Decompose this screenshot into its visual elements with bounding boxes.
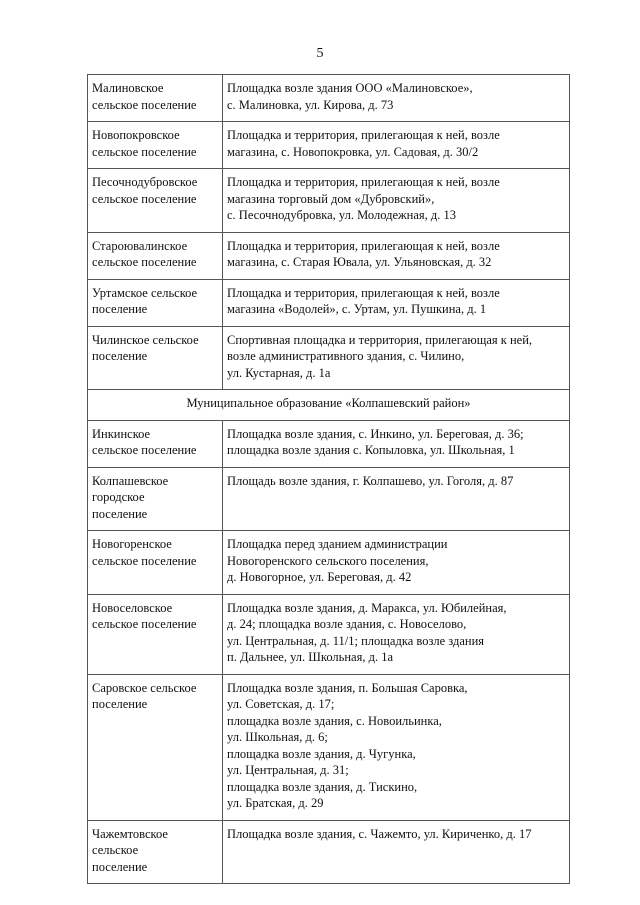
location-description-line: с. Малиновка, ул. Кирова, д. 73	[227, 97, 394, 112]
location-description-line: п. Дальнее, ул. Школьная, д. 1а	[227, 650, 394, 664]
settlement-name-line: сельское поселение	[92, 255, 197, 269]
settlement-name-cell	[88, 820, 223, 884]
settlement-name-line: Чилинское сельское	[92, 332, 199, 347]
settlement-name-line: Новогоренское	[92, 537, 172, 551]
location-description-cell	[223, 674, 570, 820]
settlement-name-cell	[88, 279, 223, 326]
settlement-name-line: поселение	[92, 302, 148, 316]
settlement-name-line: Малиновское	[92, 81, 164, 95]
location-description-cell	[223, 169, 570, 233]
table-row	[88, 594, 570, 674]
section-header-row	[88, 390, 570, 421]
location-description-line: Площадка перед зданием администрации	[227, 537, 448, 551]
settlement-name-cell	[88, 75, 223, 122]
location-description-line: возле административного здания, с. Чилино,	[227, 349, 465, 363]
location-description-line: ул. Центральная, д. 11/1; площадка возле здания	[227, 633, 485, 648]
settlement-name-cell	[88, 674, 223, 820]
table-row	[88, 420, 570, 467]
table-row	[88, 820, 570, 884]
table-row	[88, 75, 570, 122]
location-description-line: магазина, с. Старая Ювала, ул. Ульяновская, д. 32	[227, 255, 492, 269]
table-row	[88, 169, 570, 233]
location-description-line: Площадка возле здания, п. Большая Саровка,	[227, 680, 468, 695]
location-description-line: Площадка возле здания ООО «Малиновское»,	[227, 81, 473, 95]
location-description-line: площадка возле здания с. Копыловка, ул. Школьная, 1	[227, 443, 515, 457]
settlement-name-cell	[88, 531, 223, 595]
location-description-line: ул. Братская, д. 29	[227, 796, 324, 810]
location-description-line: магазина «Водолей», с. Уртам, ул. Пушкина, д. 1	[227, 302, 487, 316]
location-description-line: ул. Школьная, д. 6;	[227, 730, 328, 744]
settlement-name-cell	[88, 594, 223, 674]
location-description-line: площадка возле здания, с. Новоильинка,	[227, 713, 442, 728]
location-description-line: Площадка возле здания, с. Чажемто, ул. Кириченко, д. 17	[227, 826, 532, 841]
settlement-name-line: Инкинское	[92, 426, 151, 441]
location-description-line: Спортивная площадка и территория, прилегающая к ней,	[227, 332, 533, 347]
settlement-name-line: сельское поселение	[92, 553, 197, 568]
table-row	[88, 279, 570, 326]
settlement-name-line: городское	[92, 490, 145, 504]
location-description-cell	[223, 420, 570, 467]
location-description-cell	[223, 75, 570, 122]
location-description-line: ул. Советская, д. 17;	[227, 697, 335, 711]
settlement-name-line: сельское поселение	[92, 144, 197, 159]
location-description-line: магазина торговый дом «Дубровский»,	[227, 191, 435, 206]
location-description-cell	[223, 820, 570, 884]
settlement-name-line: сельское поселение	[92, 443, 197, 457]
settlement-name-cell	[88, 420, 223, 467]
settlement-name-line: сельское поселение	[92, 97, 197, 112]
table-row	[88, 122, 570, 169]
location-description-cell	[223, 122, 570, 169]
settlement-name-line: поселение	[92, 697, 148, 711]
page-number: 5	[316, 46, 324, 61]
location-description-line: с. Песочнодубровка, ул. Молодежная, д. 13	[227, 208, 457, 222]
settlement-name-line: Колпашевское	[92, 473, 169, 488]
location-description-line: Площадка возле здания, с. Инкино, ул. Береговая, д. 36;	[227, 426, 524, 441]
table-row	[88, 674, 570, 820]
table-row	[88, 531, 570, 595]
settlement-name-cell	[88, 169, 223, 233]
location-description-line: магазина, с. Новопокровка, ул. Садовая, д. 30/2	[227, 144, 479, 159]
location-description-line: Площадка возле здания, д. Маракса, ул. Юбилейная,	[227, 600, 507, 615]
table-body	[88, 75, 570, 884]
location-description-line: ул. Центральная, д. 31;	[227, 763, 349, 777]
location-description-line: Площадь возле здания, г. Колпашево, ул. Гоголя, д. 87	[227, 473, 514, 488]
table-row	[88, 326, 570, 390]
location-description-line: ул. Кустарная, д. 1а	[227, 365, 331, 380]
settlement-name-line: Песочнодубровское	[92, 175, 198, 189]
location-description-cell	[223, 326, 570, 390]
location-description-cell	[223, 279, 570, 326]
settlement-name-line: сельское поселение	[92, 617, 197, 631]
settlement-name-line: сельское поселение	[92, 191, 197, 206]
settlement-name-line: Староювалинское	[92, 238, 188, 253]
settlement-name-cell	[88, 232, 223, 279]
settlement-name-line: Чажемтовское	[92, 826, 168, 841]
location-description-line: Площадка и территория, прилегающая к ней, возле	[227, 175, 500, 189]
settlement-name-line: сельское	[92, 843, 139, 857]
settlement-name-line: Новопокровское	[92, 128, 180, 142]
settlement-name-line: поселение	[92, 349, 148, 363]
settlement-name-cell	[88, 326, 223, 390]
location-description-cell	[223, 594, 570, 674]
settlement-name-line: поселение	[92, 506, 148, 521]
locations-table	[87, 74, 570, 884]
location-description-line: д. 24; площадка возле здания, с. Новоселово,	[227, 617, 467, 631]
table-row	[88, 232, 570, 279]
location-description-line: Площадка и территория, прилегающая к ней, возле	[227, 128, 500, 142]
location-description-line: площадка возле здания, д. Тискино,	[227, 779, 418, 794]
location-description-line: Новогоренского сельского поселения,	[227, 553, 429, 568]
location-description-cell	[223, 531, 570, 595]
location-description-cell	[223, 467, 570, 531]
settlement-name-line: Уртамское сельское	[92, 285, 198, 300]
settlement-name-line: Саровское сельское	[92, 680, 197, 695]
location-description-line: Площадка и территория, прилегающая к ней, возле	[227, 238, 500, 253]
location-description-line: Площадка и территория, прилегающая к ней, возле	[227, 285, 500, 300]
section-title: Муниципальное образование «Колпашевский район»	[88, 390, 570, 421]
location-description-line: площадка возле здания, д. Чугунка,	[227, 746, 416, 761]
settlement-name-cell	[88, 122, 223, 169]
table-row	[88, 467, 570, 531]
settlement-name-cell	[88, 467, 223, 531]
location-description-cell	[223, 232, 570, 279]
settlement-name-line: поселение	[92, 859, 148, 874]
location-description-line: д. Новогорное, ул. Береговая, д. 42	[227, 570, 412, 584]
settlement-name-line: Новоселовское	[92, 600, 173, 615]
